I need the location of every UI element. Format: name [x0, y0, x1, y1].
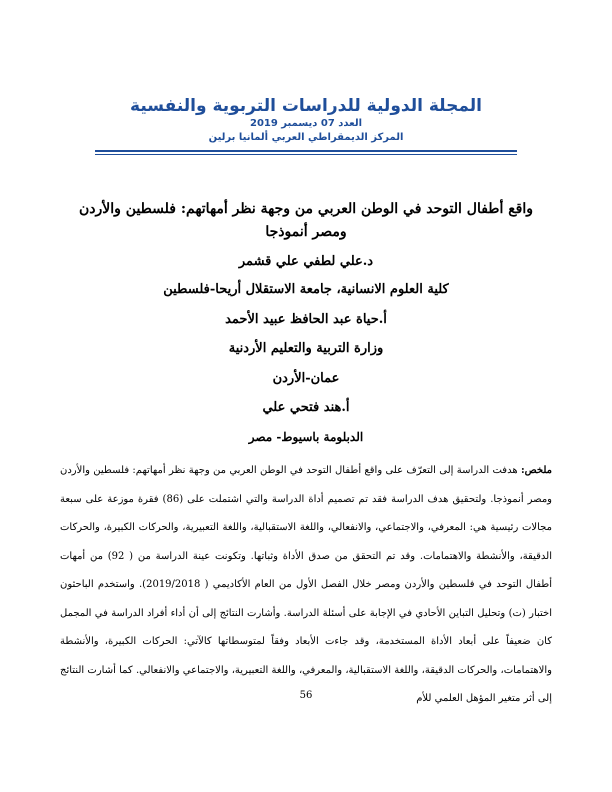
author-location-2: عمان-الأردن	[272, 371, 340, 386]
page-number: 56	[299, 690, 313, 701]
author-affiliation-1: كلية العلوم الانسانية، جامعة الاستقلال أريحا-فلسطين	[163, 282, 449, 297]
abstract-text: هدفت الدراسة إلى التعرّف على واقع أطفال التوحد في الوطن العربي من وجهة نظر أمهاتهم: فلسطين والأردن ومصر أنموذجا. ولتحقيق هدف الدراسة فقد تم تصميم أداة الدراسة والتي اشتملت على (86) فقرة موزعة على سبعة مجالات رئيسية هي: المعرفي، والاجتماعي، والانفعالي، واللغة الاستقبالية، واللغة التعبيرية، والحركات الكبيرة، والحركات الدقيقة، والأنشطة والاهتمامات. وقد تم التحقق من صدق الأداة وثباتها. وتكونت عينة الدراسة من ( 92) من أمهات أطفال التوحد في فلسطين والأردن ومصر خلال الفصل الأول من العام الأكاديمي ( 2019/2018). واستخدم الباحثون اختبار (ت) وتحليل التباين الأحادي في الإجابة على أسئلة الدراسة. وأشارت النتائج إلى أن أداء أفراد الدراسة في المجمل كان ضعيفاً على أبعاد الأداة المستخدمة، وقد جاءت الأبعاد وفقاً لمتوسطاتها كالآتي: الحركات الكبيرة، والأنشطة والاهتمامات، والحركات الدقيقة، واللغة الاستقبالية، والمعرفي، واللغة التعبيرية، والاجتماعي والانفعالي. كما أشارت النتائج إلى أثر متغير المؤهل العلمي للأم	[60, 465, 553, 704]
author-affiliation-2: وزارة التربية والتعليم الأردنية	[228, 341, 384, 356]
journal-title: المجلة الدولية للدراسات التربوية والنفسية	[130, 96, 482, 116]
author-affiliation-3: الدبلومة باسيوط- مصر	[248, 430, 364, 444]
author-name-2: أ.حياة عبد الحافظ عبيد الأحمد	[225, 312, 387, 327]
header-rule-thin	[95, 154, 517, 155]
journal-publisher: المركز الديمقراطي العربي ألمانيا برلين	[208, 132, 404, 143]
article-title-line-1: واقع أطفال التوحد في الوطن العربي من وجهة نظر أمهاتهم: فلسطين والأردن	[79, 201, 533, 217]
abstract-label: ملخص:	[520, 465, 553, 476]
author-name-3: أ.هند فتحي علي	[262, 400, 350, 415]
article-title-line-2: ومصر أنموذجا	[265, 224, 347, 240]
header-rule	[95, 150, 517, 152]
journal-issue: العدد 07 ديسمبر 2019	[249, 118, 363, 129]
abstract	[60, 457, 552, 714]
author-name-1: د.علي لطفي علي قشمر	[238, 254, 374, 269]
